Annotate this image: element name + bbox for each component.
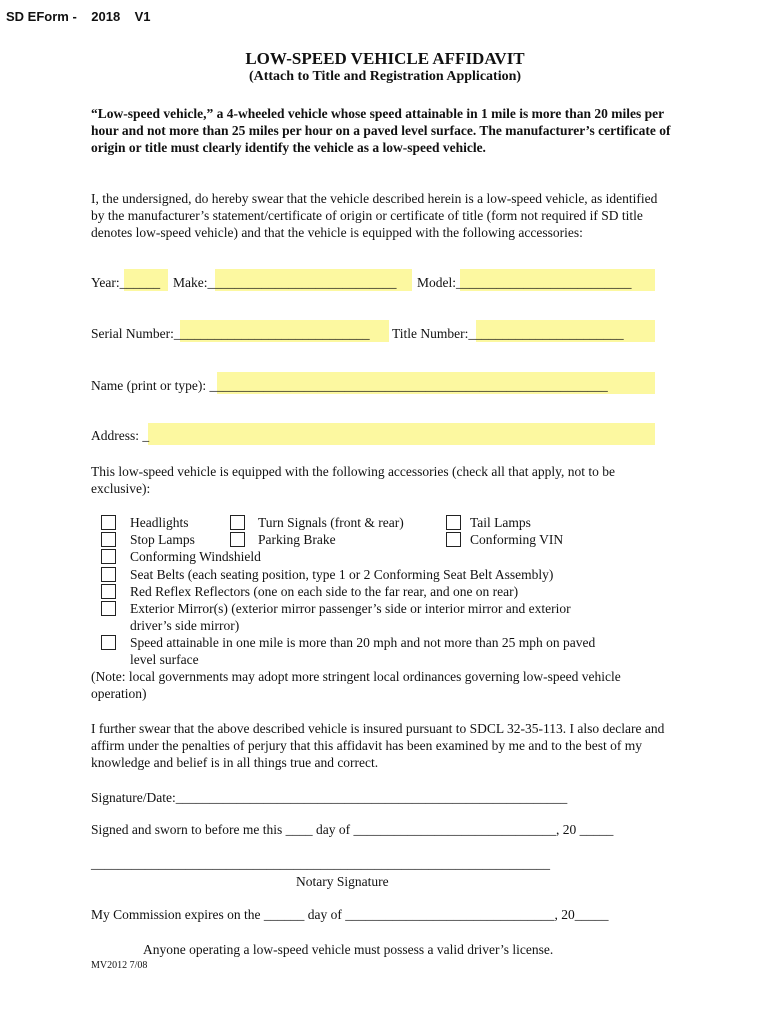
insurance-paragraph: I further swear that the above described vehicle is insured pursuant to SDCL 32-35-113. I also declare and affirm under the penalties of perjury that this affidavit has been examined by me and to the best of my knowledge and belief is in all things true and correct. (91, 721, 665, 770)
seat-belts-label: Seat Belts (each seating position, type 1 or 2 Conforming Seat Belt Assembly) (130, 567, 554, 582)
ordinance-note: (Note: local governments may adopt more stringent local ordinances governing low-speed vehicle operation) (91, 669, 621, 701)
license-note: Anyone operating a low-speed vehicle must possess a valid driver’s license. (143, 942, 554, 957)
speed-label: Speed attainable in one mile is more than 20 mph and not more than 25 mph on paved (130, 635, 596, 650)
model-label: Model:__________________________ (417, 275, 632, 290)
sworn-line[interactable]: Signed and sworn to before me this ____ day of ______________________________, 20 _____ (91, 822, 614, 837)
reflectors-checkbox[interactable] (101, 584, 116, 599)
conforming-vin-label: Conforming VIN (470, 532, 564, 547)
address-field[interactable] (148, 423, 655, 445)
page-subtitle: (Attach to Title and Registration Application) (248, 69, 522, 84)
oath-paragraph: I, the undersigned, do hereby swear that the vehicle described herein is a low-speed vehicle, as identified by the manufacturer’s statement/certificate of origin or certificate of title (form not required if SD title denotes low-speed vehicle) and that the vehicle is equipped with the following accessories: (91, 191, 658, 240)
name-label: Name (print or type): ___________________________________________________________ (91, 378, 608, 393)
notary-signature-label: Notary Signature (296, 874, 389, 889)
speed-label-continued: level surface (130, 652, 199, 667)
signature-date-line[interactable]: Signature/Date:__________________________________________________________ (91, 790, 568, 805)
headlights-label: Headlights (130, 515, 189, 530)
speed-checkbox[interactable] (101, 635, 116, 650)
serial-number-label: Serial Number:_____________________________ (91, 326, 370, 341)
year-label: Year:______ (91, 275, 161, 290)
form-id: SD EForm - (6, 9, 77, 24)
turn-signals-label: Turn Signals (front & rear) (258, 515, 404, 530)
address-label: Address: _ (91, 428, 150, 443)
title-number-label: Title Number:_______________________ (392, 326, 624, 341)
parking-brake-checkbox[interactable] (230, 532, 245, 547)
mirrors-label-continued: driver’s side mirror) (130, 618, 240, 633)
commission-line[interactable]: My Commission expires on the ______ day of _______________________________, 20_____ (91, 907, 609, 922)
footer-form-code: MV2012 7/08 (91, 960, 148, 971)
form-year: 2018 (91, 9, 121, 24)
form-version: V1 (134, 9, 151, 24)
notary-signature-line[interactable]: ____________________________________________________________________ (91, 856, 550, 871)
windshield-checkbox[interactable] (101, 549, 116, 564)
mirrors-label: Exterior Mirror(s) (exterior mirror passenger’s side or interior mirror and exterior (130, 601, 571, 616)
definition-paragraph: “Low-speed vehicle,” a 4-wheeled vehicle whose speed attainable in 1 mile is more than 20 miles per hour and not more than 25 miles per hour on a paved level surface. The manufacturer’s certificate of origin or title must clearly identify the vehicle as a low-speed vehicle. (91, 106, 671, 155)
stop-lamps-checkbox[interactable] (101, 532, 116, 547)
make-label: Make:____________________________ (173, 275, 397, 290)
tail-lamps-label: Tail Lamps (470, 515, 531, 530)
headlights-checkbox[interactable] (101, 515, 116, 530)
windshield-label: Conforming Windshield (130, 549, 261, 564)
seat-belts-checkbox[interactable] (101, 567, 116, 582)
reflectors-label: Red Reflex Reflectors (one on each side to the far rear, and one on rear) (130, 584, 519, 599)
conforming-vin-checkbox[interactable] (446, 532, 461, 547)
turn-signals-checkbox[interactable] (230, 515, 245, 530)
mirrors-checkbox[interactable] (101, 601, 116, 616)
page-title: LOW-SPEED VEHICLE AFFIDAVIT (245, 49, 525, 68)
tail-lamps-checkbox[interactable] (446, 515, 461, 530)
form-header (6, 9, 151, 24)
accessories-intro: This low-speed vehicle is equipped with the following accessories (check all that apply, not to be exclusive): (91, 464, 615, 496)
parking-brake-label: Parking Brake (258, 532, 336, 547)
stop-lamps-label: Stop Lamps (130, 532, 195, 547)
